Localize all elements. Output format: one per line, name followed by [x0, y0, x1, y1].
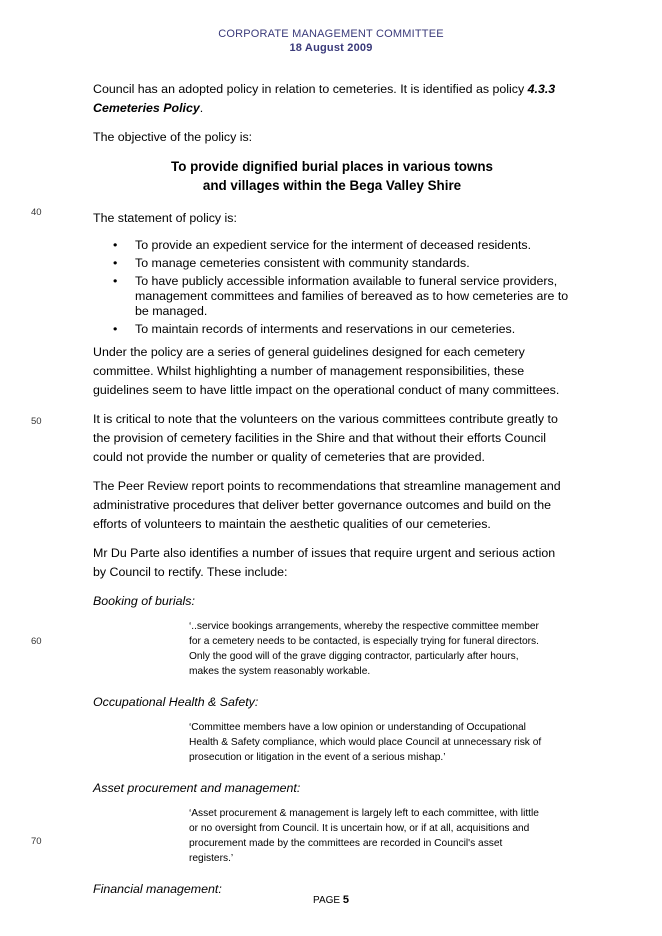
- line-number: 60: [31, 636, 42, 647]
- page-header: [0, 28, 662, 54]
- issue-heading: Booking of burials:: [93, 594, 195, 608]
- body-paragraph: It is critical to note that the volunteers on the various committees contribute greatly to the provision of cemetery facilities in the Shire and that without their efforts Council could not provide the number or quality of cemeteries that are provided.: [93, 412, 558, 464]
- issue-heading: Occupational Health & Safety:: [93, 695, 259, 709]
- page-label: PAGE: [313, 895, 341, 906]
- list-item: • To provide an expedient service for the interment of deceased residents.: [93, 238, 571, 253]
- body-paragraph: Under the policy are a series of general guidelines designed for each cemetery committee. Whilst highlighting a number of management responsibilities, these guidelines seem to have little impact on the operational conduct of many committees.: [93, 345, 560, 397]
- list-item: • To have publicly accessible information available to funeral service providers, management committees and families of bereaved as to how cemeteries are to be managed.: [93, 274, 571, 319]
- list-item: • To maintain records of interments and reservations in our cemeteries.: [93, 322, 571, 337]
- issue-quote: ‘Asset procurement & management is largely left to each committee, with little or no oversight from Council. It is uncertain how, or if at all, acquisitions and procurement made by the committees are recorded in Council's asset registers.’: [189, 808, 539, 864]
- body-paragraph: The Peer Review report points to recommendations that streamline management and administrative procedures that deliver better governance outcomes and build on the efforts of volunteers to maintain the aesthetic qualities of our cemeteries.: [93, 479, 561, 531]
- policy-statement-list: [93, 238, 571, 337]
- policy-reference: 4.3.3 Cemeteries Policy: [93, 82, 556, 115]
- line-number: 50: [31, 416, 42, 427]
- line-number: 40: [31, 207, 42, 218]
- intro-paragraph: Council has an adopted policy in relation to cemeteries. It is identified as policy 4.3.3 Cemeteries Policy.: [93, 82, 556, 115]
- issue-quote: ‘..service bookings arrangements, whereby the respective committee member for a cemetery needs to be contacted, is especially trying for funeral directors. Only the good will of the grave digging contractor, particularly after hours, makes the system reasonably workable.: [189, 621, 539, 677]
- document-body: [93, 80, 571, 907]
- objective-lead: The objective of the policy is:: [93, 130, 253, 144]
- statement-lead: The statement of policy is:: [93, 211, 237, 225]
- committee-title: CORPORATE MANAGEMENT COMMITTEE: [218, 28, 444, 40]
- body-paragraph: Mr Du Parte also identifies a number of issues that require urgent and serious action by Council to rectify. These include:: [93, 546, 556, 579]
- policy-objective: To provide dignified burial places in various towns and villages within the Bega Valley Shire: [171, 159, 493, 193]
- issue-quote: ‘Committee members have a low opinion or understanding of Occupational Health & Safety compliance, which would place Council at unnecessary risk of prosecution or litigation in the event of a serious mishap.’: [189, 722, 542, 763]
- list-item: • To manage cemeteries consistent with community standards.: [93, 256, 571, 271]
- meeting-date: 18 August 2009: [289, 42, 373, 54]
- issue-heading: Financial management:: [93, 882, 222, 896]
- line-number: 70: [31, 836, 42, 847]
- page-number: 5: [342, 894, 349, 906]
- page-footer: [0, 894, 662, 906]
- issue-heading: Asset procurement and management:: [93, 781, 301, 795]
